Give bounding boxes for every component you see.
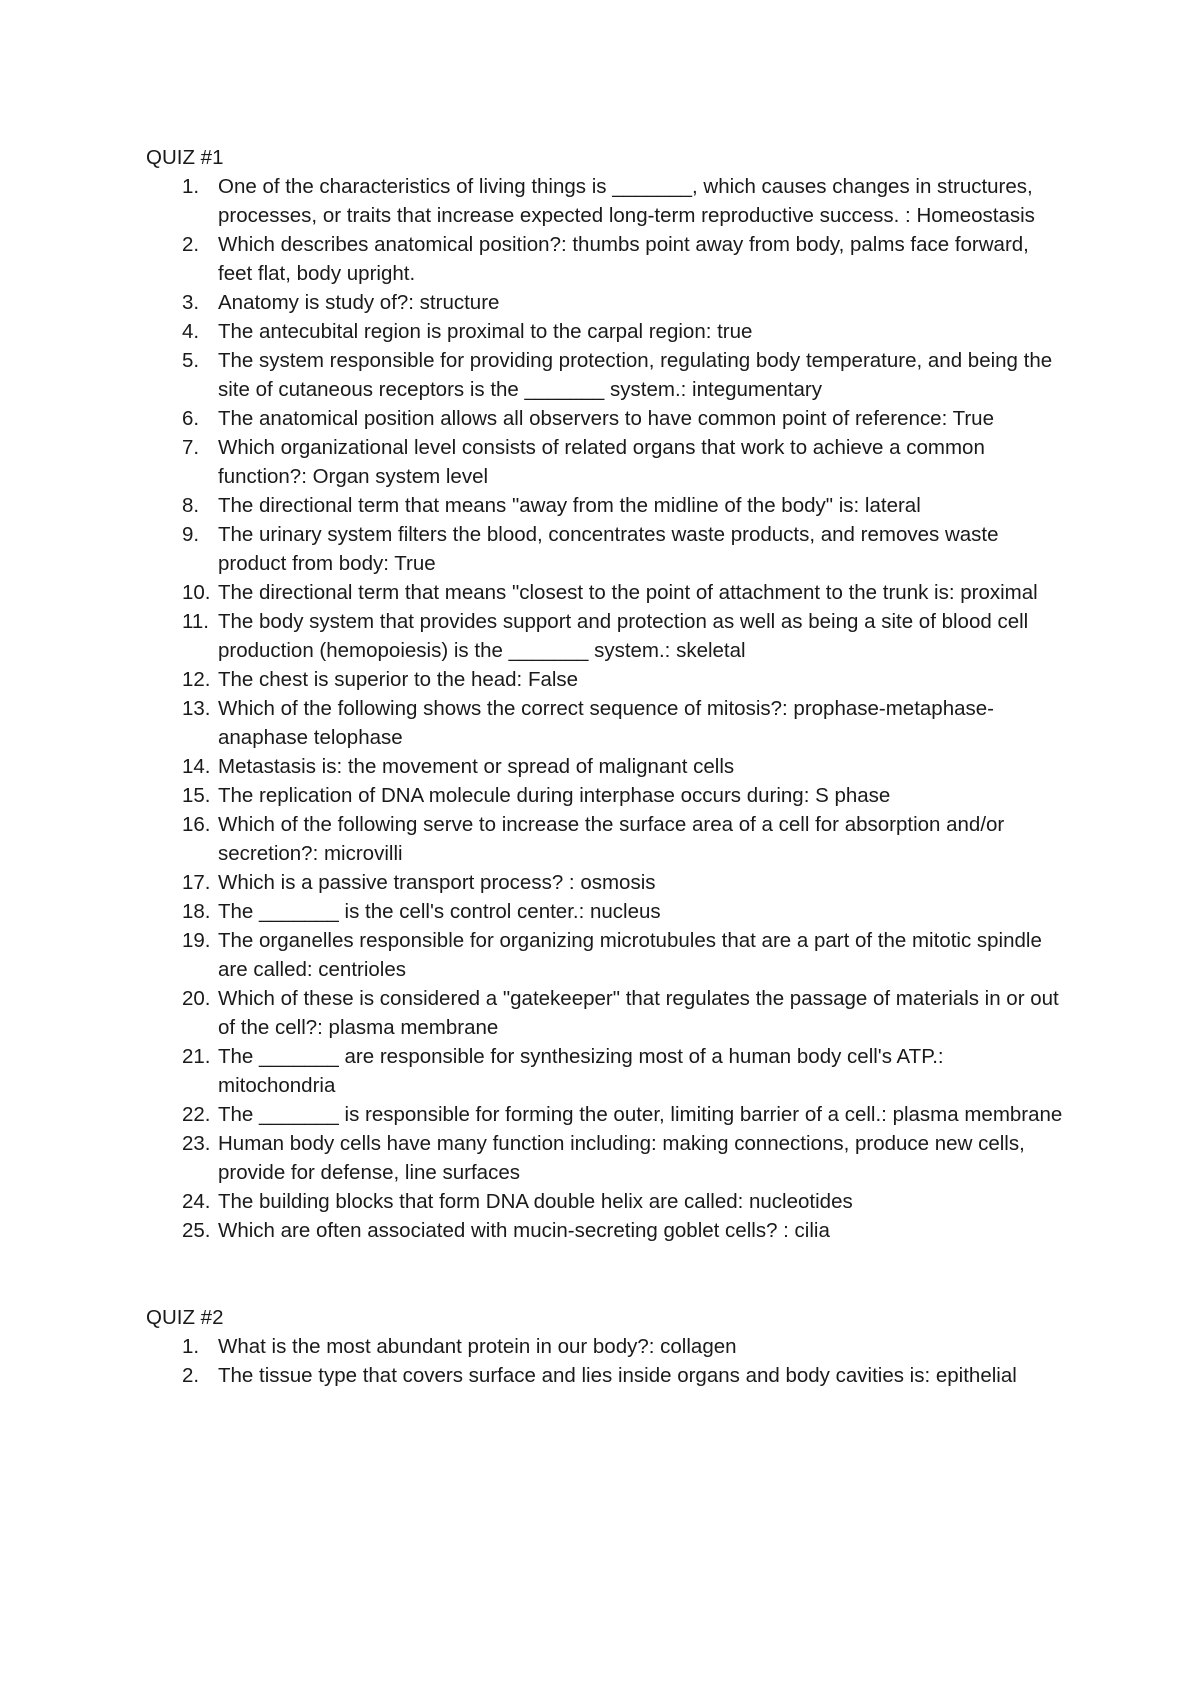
quiz-2-item-2 (146, 1361, 1066, 1390)
item-number: 3. (182, 291, 200, 314)
item-text: The _______ is the cell's control center.: nucleus (218, 900, 661, 923)
item-number: 7. (182, 436, 200, 459)
item-text: Which organizational level consists of related organs that work to achieve a common function?: Organ system level (218, 436, 985, 488)
item-number: 5. (182, 349, 200, 372)
item-number: 10. (182, 581, 211, 604)
item-number: 2. (182, 1364, 200, 1387)
quiz-1-item-23 (146, 1129, 1066, 1187)
quiz-1-title: QUIZ #1 (146, 146, 224, 169)
quiz-1-item-2 (146, 230, 1066, 288)
section-spacer (146, 1245, 1066, 1303)
item-text: The chest is superior to the head: False (218, 668, 579, 691)
quiz-1-section (146, 143, 1066, 1245)
quiz-1-item-16 (146, 810, 1066, 868)
quiz-1-item-19 (146, 926, 1066, 984)
document-content (146, 143, 1066, 1390)
item-number: 22. (182, 1103, 211, 1126)
item-text: The _______ are responsible for synthesizing most of a human body cell's ATP.: mitochondria (218, 1045, 944, 1097)
quiz-1-item-7 (146, 433, 1066, 491)
quiz-1-item-1 (146, 172, 1066, 230)
item-number: 12. (182, 668, 211, 691)
item-number: 4. (182, 320, 200, 343)
quiz-1-item-22 (146, 1100, 1066, 1129)
quiz-1-item-12 (146, 665, 1066, 694)
item-number: 24. (182, 1190, 211, 1213)
item-text: The body system that provides support and protection as well as being a site of blood cell production (hemopoiesis) is the _______ system.: skeletal (218, 610, 1029, 662)
item-number: 9. (182, 523, 200, 546)
quiz-1-item-11 (146, 607, 1066, 665)
item-text: Which of these is considered a "gatekeeper" that regulates the passage of materials in or out of the cell?: plasma membrane (218, 987, 1059, 1039)
quiz-1-item-10 (146, 578, 1066, 607)
item-text: What is the most abundant protein in our body?: collagen (218, 1335, 737, 1358)
item-text: Which describes anatomical position?: thumbs point away from body, palms face forward, feet flat, body upright. (218, 233, 1029, 285)
item-number: 8. (182, 494, 200, 517)
item-text: The directional term that means "closest to the point of attachment to the trunk is: proximal (218, 581, 1038, 604)
quiz-1-list (146, 172, 1066, 1245)
quiz-1-item-9 (146, 520, 1066, 578)
item-text: The system responsible for providing protection, regulating body temperature, and being the site of cutaneous receptors is the _______ system.: integumentary (218, 349, 1053, 401)
quiz-1-item-3 (146, 288, 1066, 317)
item-number: 11. (182, 610, 209, 633)
item-text: The antecubital region is proximal to the carpal region: true (218, 320, 753, 343)
item-number: 23. (182, 1132, 211, 1155)
quiz-1-item-13 (146, 694, 1066, 752)
item-text: Which of the following shows the correct sequence of mitosis?: prophase-metaphase-anaphase telophase (218, 697, 994, 749)
quiz-1-item-15 (146, 781, 1066, 810)
quiz-1-item-18 (146, 897, 1066, 926)
item-number: 20. (182, 987, 211, 1010)
quiz-1-item-14 (146, 752, 1066, 781)
item-text: Anatomy is study of?: structure (218, 291, 500, 314)
item-number: 13. (182, 697, 211, 720)
item-text: The anatomical position allows all observers to have common point of reference: True (218, 407, 994, 430)
item-number: 6. (182, 407, 200, 430)
item-number: 14. (182, 755, 211, 778)
item-number: 16. (182, 813, 211, 836)
item-text: The building blocks that form DNA double helix are called: nucleotides (218, 1190, 853, 1213)
item-text: Which are often associated with mucin-secreting goblet cells? : cilia (218, 1219, 830, 1242)
quiz-1-item-25 (146, 1216, 1066, 1245)
quiz-2-item-1 (146, 1332, 1066, 1361)
item-number: 2. (182, 233, 200, 256)
item-number: 25. (182, 1219, 211, 1242)
quiz-1-item-5 (146, 346, 1066, 404)
quiz-1-item-20 (146, 984, 1066, 1042)
item-number: 17. (182, 871, 211, 894)
item-text: Human body cells have many function including: making connections, produce new cells, provide for defense, line surfaces (218, 1132, 1025, 1184)
item-number: 1. (182, 1335, 200, 1358)
item-number: 15. (182, 784, 211, 807)
item-number: 1. (182, 175, 200, 198)
item-text: The replication of DNA molecule during interphase occurs during: S phase (218, 784, 891, 807)
item-text: Which is a passive transport process? : osmosis (218, 871, 656, 894)
item-text: Which of the following serve to increase the surface area of a cell for absorption and/or secretion?: microvilli (218, 813, 1005, 865)
quiz-2-list (146, 1332, 1066, 1390)
quiz-1-item-6 (146, 404, 1066, 433)
item-text: One of the characteristics of living things is _______, which causes changes in structures, processes, or traits that increase expected long-term reproductive success. : Homeostasis (218, 175, 1035, 227)
item-text: Metastasis is: the movement or spread of malignant cells (218, 755, 735, 778)
item-text: The _______ is responsible for forming the outer, limiting barrier of a cell.: plasma membrane (218, 1103, 1063, 1126)
item-text: The directional term that means "away from the midline of the body" is: lateral (218, 494, 921, 517)
quiz-1-item-17 (146, 868, 1066, 897)
quiz-1-item-21 (146, 1042, 1066, 1100)
item-text: The tissue type that covers surface and lies inside organs and body cavities is: epithelial (218, 1364, 1017, 1387)
quiz-2-section (146, 1303, 1066, 1390)
item-text: The organelles responsible for organizing microtubules that are a part of the mitotic spindle are called: centrioles (218, 929, 1042, 981)
item-number: 19. (182, 929, 211, 952)
item-number: 18. (182, 900, 211, 923)
item-number: 21. (182, 1045, 211, 1068)
quiz-2-title: QUIZ #2 (146, 1306, 224, 1329)
item-text: The urinary system filters the blood, concentrates waste products, and removes waste product from body: True (218, 523, 999, 575)
quiz-1-item-8 (146, 491, 1066, 520)
quiz-1-item-4 (146, 317, 1066, 346)
quiz-1-item-24 (146, 1187, 1066, 1216)
